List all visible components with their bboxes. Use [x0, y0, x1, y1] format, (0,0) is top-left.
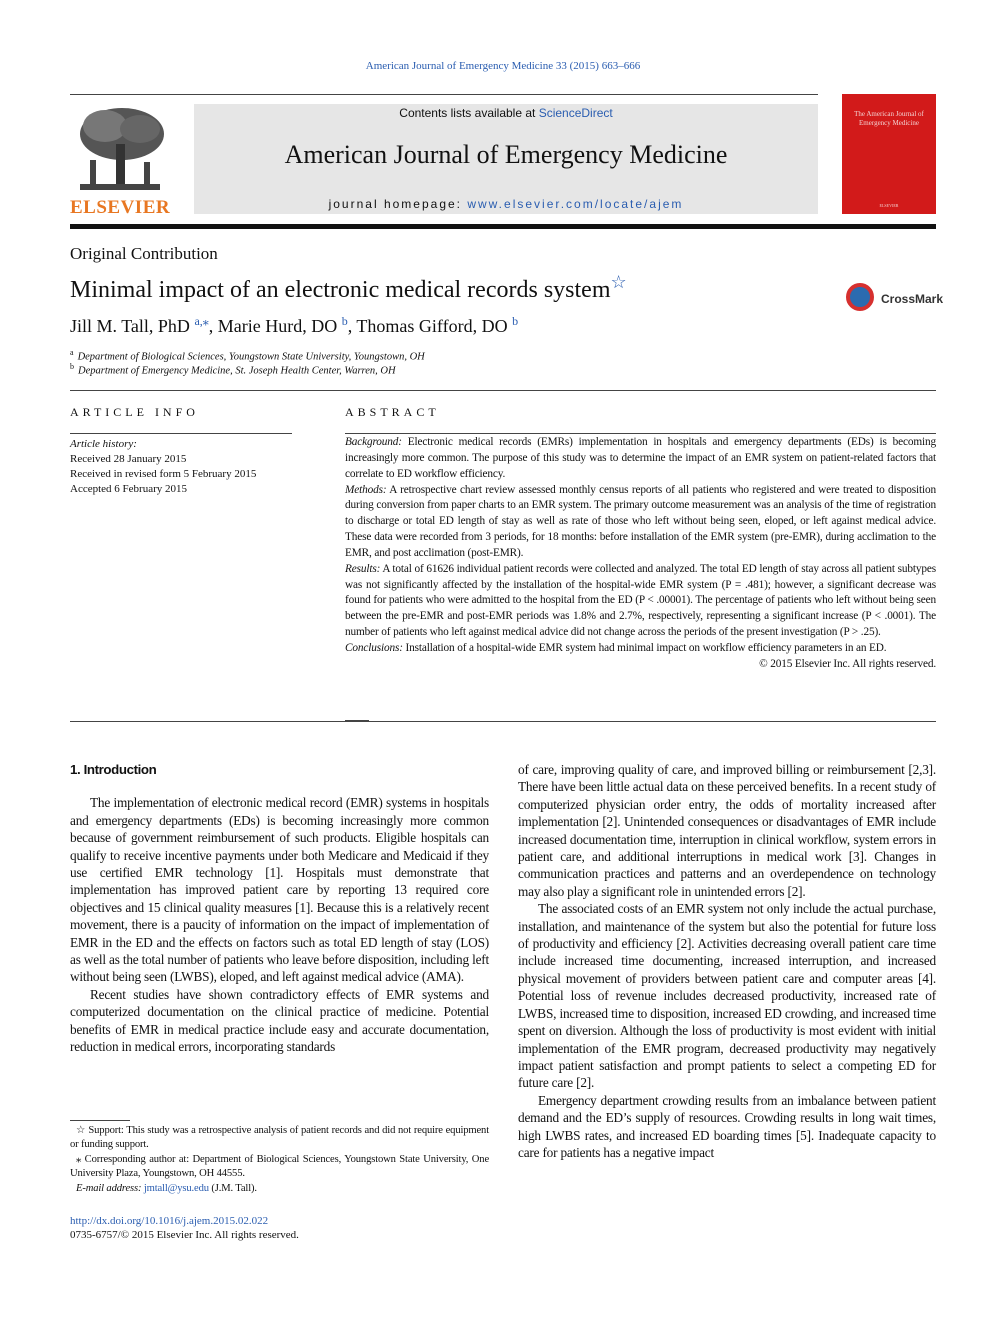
footnotes [70, 1124, 489, 1196]
results-label: Results: [345, 562, 381, 575]
accepted-date: Accepted 6 February 2015 [70, 483, 187, 495]
article-info-heading: ARTICLE INFO [70, 405, 199, 419]
history-label: Article history: [70, 438, 137, 450]
section-type: Original Contribution [70, 244, 218, 263]
affiliation-key: a [70, 348, 74, 357]
abstract-background [345, 435, 936, 483]
email-footnote [70, 1182, 489, 1196]
abstract-results [345, 562, 936, 641]
support-footnote: ☆ Support: This study was a retrospective analysis of patient records and did not require equipment or funding support. [70, 1125, 489, 1151]
author-name: , Thomas Gifford, DO [347, 316, 513, 336]
paragraph: Recent studies have shown contradictory effects of EMR systems and computerized documentation on the clinical practice of medicine. Potential benefits of EMR in medical practice include easy and accurate documentation, reduction in medical errors, incorporating standards [70, 986, 489, 1055]
paragraph: The implementation of electronic medical record (EMR) systems in hospitals and emergency departments (EDs) is becoming increasingly more common because of government reimbursement of such products. Eligible hospitals can qualify to receive incentive payments under both Medicare and Medicaid if they use certified EMR technology [1]. Hospitals must demonstrate that implementation has improved patient care by reporting 13 required core objectives and 15 clinical quality measures [1]. Because this is a relatively recent movement, there is a paucity of information on the impact of implementation of EMR in the ED and the effects on factors such as total ED length of stay (LOS) as well as the total number of patients who leave before disposition, including left without being seen (LWBS), eloped, and left against medical advice (AMA). [70, 795, 489, 985]
crossmark-icon [846, 283, 874, 311]
divider [345, 433, 936, 434]
background-label: Background: [345, 436, 402, 448]
methods-text: A retrospective chart review assessed monthly census reports of all patients who registered and were treated to disposition during conversion from paper charts to an EMR system. The primary outcome measurement was an analysis of the time of registration to discharge or total ED length of stay as well as rate of those who left without being seen, eloped, or left against medical advice. These data were recorded from 3 periods, for 18 months: before installation of the EMR system (pre-EMR), during acclimation to the EMR, and post acclimation (post-EMR). [345, 483, 936, 559]
conclusions-text: Installation of a hospital-wide EMR system had minimal impact on workflow efficiency parameters in an ED. [402, 641, 887, 654]
author-affiliation-mark[interactable]: b [512, 314, 519, 328]
background-text: Electronic medical records (EMRs) implementation in hospitals and emergency departments (EDs) is becoming increasingly more common. The purpose of this study was to determine the impact of an EMR system on patient-related factors that correlate to ED workflow efficiency. [345, 436, 936, 480]
homepage-prefix: journal homepage: [328, 197, 468, 211]
abstract-copyright: © 2015 Elsevier Inc. All rights reserved. [759, 657, 936, 670]
abstract-heading: ABSTRACT [345, 405, 440, 419]
contents-prefix: Contents lists available at [399, 106, 539, 120]
elsevier-logo [70, 104, 170, 216]
tree-icon [70, 104, 170, 196]
body-right-column [518, 761, 936, 1161]
article-title [70, 272, 627, 304]
cover-title: The American Journal of Emergency Medicine [854, 110, 924, 127]
footnote-rule [70, 1120, 130, 1121]
email-link[interactable]: jmtall@ysu.edu [143, 1182, 209, 1194]
author-name: , Marie Hurd, DO [208, 316, 342, 336]
conclusions-label: Conclusions: [345, 641, 403, 654]
paragraph: of care, improving quality of care, and improved billing or reimbursement [2,3]. There have been little actual data on these perceived benefits. In a recent study of computerized physician order entry, the odds of mortality increased after implementation [2]. Unintended consequences or disadvantages of EMR include increased documentation time, interruption in clinical workflow, system errors in patient care, and additional interruptions in medical work [3]. Changes in communication practices and patterns and an overdependence on technology may also play a significant role in unintended errors [2]. [518, 762, 936, 899]
corresponding-footnote: ⁎ Corresponding author at: Department of Biological Sciences, Youngstown State University, One University Plaza, Youngstown, OH 44555. [70, 1153, 489, 1180]
issn-line: 0735-6757/© 2015 Elsevier Inc. All rights reserved. [70, 1229, 299, 1241]
sciencedirect-link[interactable]: ScienceDirect [538, 106, 613, 120]
abstract-methods [345, 483, 936, 562]
author-affiliation-mark[interactable]: a,⁎ [194, 314, 209, 328]
abstract-body [345, 435, 936, 673]
article-history [70, 437, 256, 497]
homepage-link[interactable]: www.elsevier.com/locate/ajem [467, 197, 684, 211]
author-affiliation-mark[interactable]: b [341, 314, 348, 328]
revised-date: Received in revised form 5 February 2015 [70, 468, 257, 480]
header-thick-rule [70, 224, 936, 229]
journal-name: American Journal of Emergency Medicine [284, 140, 728, 169]
title-text: Minimal impact of an electronic medical records system [70, 277, 611, 303]
header-rule [70, 94, 818, 95]
contents-line [194, 106, 818, 120]
cover-publisher: ELSEVIER [879, 203, 899, 208]
received-date: Received 28 January 2015 [70, 453, 187, 465]
email-label: E-mail address: [76, 1182, 144, 1194]
title-footnote-mark[interactable]: ☆ [610, 272, 627, 292]
author-list [70, 314, 518, 337]
section-heading: 1. Introduction [70, 762, 157, 777]
divider [70, 433, 292, 434]
affiliation [70, 362, 396, 377]
affiliation-text: Department of Emergency Medicine, St. Joseph Health Center, Warren, OH [78, 365, 396, 377]
doi-link[interactable]: http://dx.doi.org/10.1016/j.ajem.2015.02.022 [70, 1215, 269, 1227]
email-suffix: (J.M. Tall). [208, 1182, 257, 1194]
paragraph: The associated costs of an EMR system not only include the actual purchase, installation, and maintenance of the system but also the potential for future loss of productivity and efficiency [2]. Activities decreasing overall patient care time include increased time documenting, increased interruption, and increased physical movement of providers between patient care and computer areas [4]. Potential loss of revenue includes decreased productivity, increased rate of LWBS, increased time to disposition, increased ED crowding, and increased time spent on diversion. Although the loss of productivity is most evident with initial implementation of the EMR program, decreased productivity may negatively impact patient satisfaction and prompt patients to select a competing ED for future care [2]. [518, 901, 936, 1091]
affiliation-text: Department of Biological Sciences, Youngstown State University, Youngstown, OH [77, 351, 425, 363]
crossmark-label: CrossMark [881, 292, 944, 306]
journal-citation[interactable]: American Journal of Emergency Medicine 33 (2015) 663–666 [365, 60, 641, 72]
paragraph: Emergency department crowding results from an imbalance between patient demand and the ED’s supply of resources. Crowding results in long wait times, high LWBS rates, and increased ED boarding times [5]. Inadequate capacity to care for patients has a negative impact [518, 1092, 936, 1160]
affiliation [70, 348, 425, 363]
body-left-column [70, 761, 489, 1056]
divider [70, 390, 936, 391]
results-text: A total of 61626 individual patient records were collected and analyzed. The total ED length of stay across all patient subtypes was not significantly affected by the installation of the hospital-wide EMR system (P = .481); however, a significant decrease was found for patients who were admitted to the hospital from the ED (P < .00001). The percentage of patients who left without being seen between the pre-EMR and post-EMR periods was 1.8% and 2.7%, respectively, representing a significant increase (P < .0001). The number of patients who left against medical advice did not change across the periods of the present investigation (P > .25). [345, 562, 936, 639]
author-name: Jill M. Tall, PhD [70, 316, 195, 336]
crossmark-badge[interactable] [846, 283, 944, 317]
divider [70, 721, 936, 722]
affiliation-key: b [70, 362, 74, 371]
methods-label: Methods: [345, 483, 387, 496]
abstract-conclusions [345, 641, 936, 657]
divider-accent [345, 720, 369, 722]
journal-homepage [194, 197, 818, 211]
journal-cover[interactable] [842, 94, 936, 214]
publisher-name: ELSEVIER [70, 197, 171, 218]
